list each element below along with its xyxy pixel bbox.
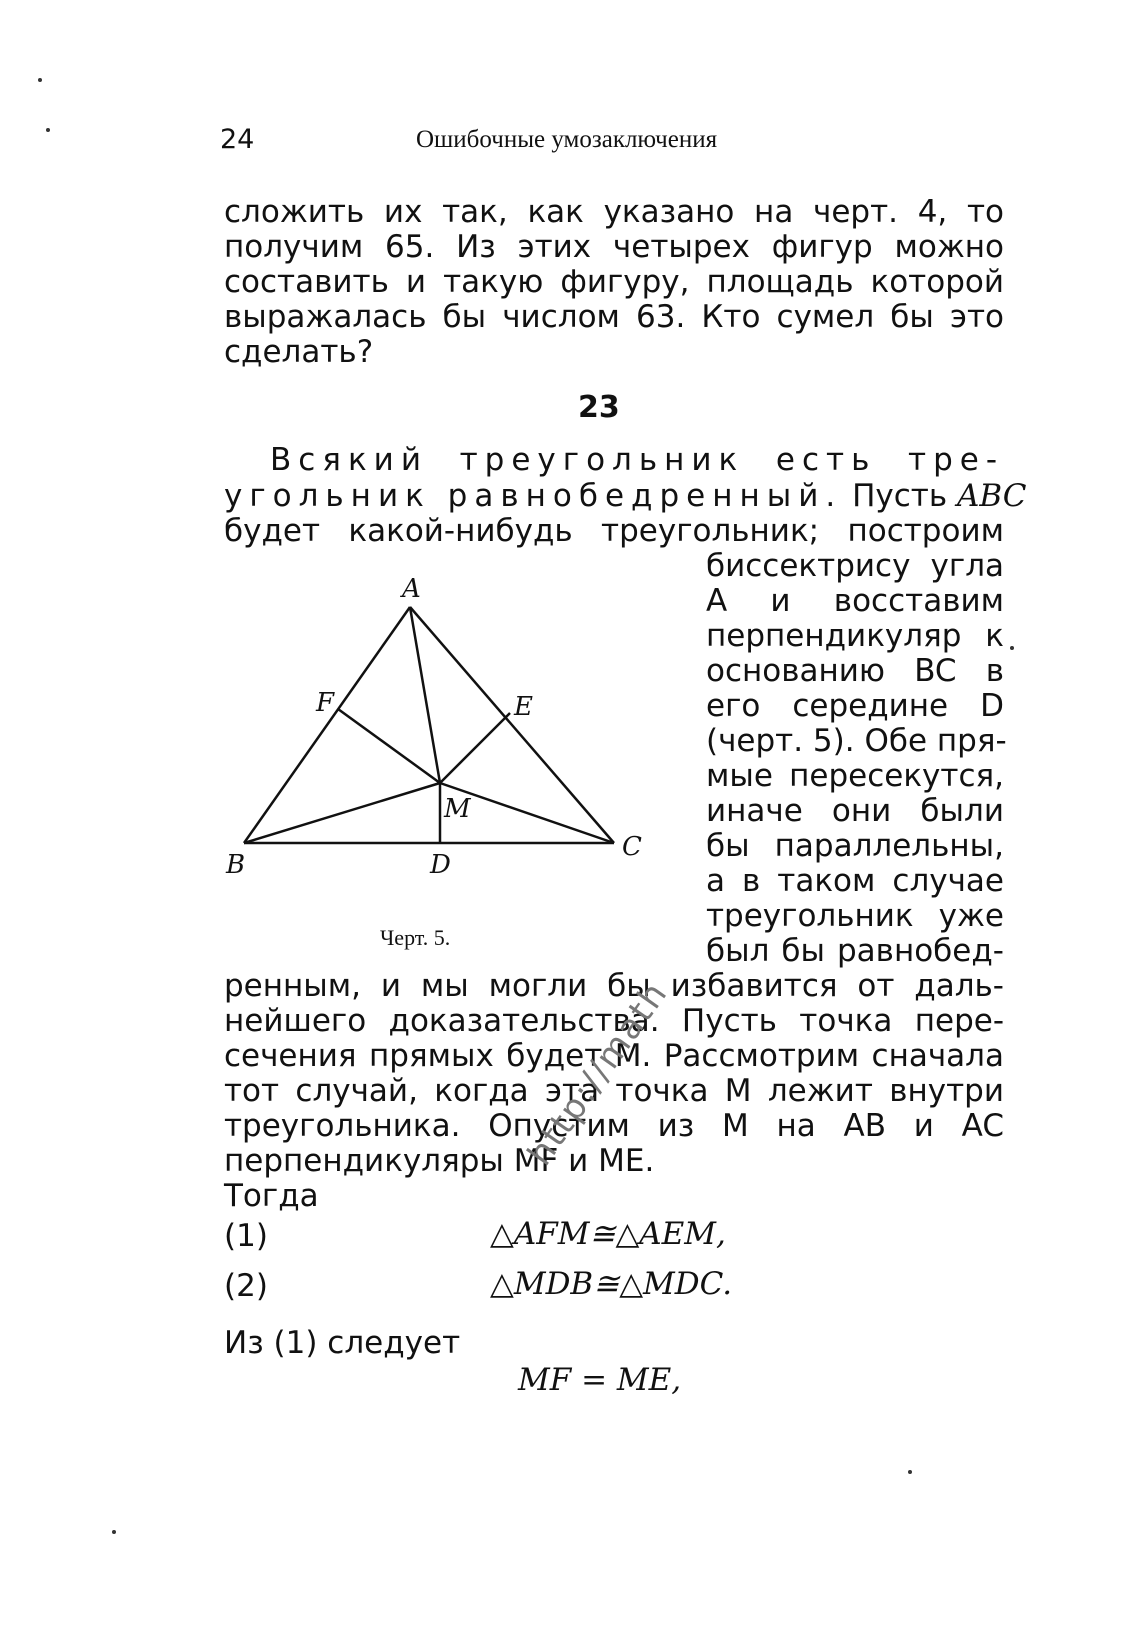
label-d: D: [430, 850, 451, 880]
intro-line: сложить их так, как указано на черт. 4, то: [224, 194, 1004, 230]
label-a: A: [402, 575, 421, 604]
intro-line: получим 65. Из этих четырех фигур можно: [224, 229, 1004, 265]
label-f: F: [316, 688, 335, 718]
body-line: ренным, и мы могли бы избавится от даль-: [224, 968, 1004, 1004]
problem-text: Пусть: [852, 478, 948, 514]
body-line: перпендикуляры MF и ME.: [224, 1143, 655, 1179]
equation: △MDB≅△MDC.: [490, 1266, 733, 1302]
follows-text: Из (1) следует: [224, 1325, 461, 1361]
side-line: иначе они были: [706, 793, 1004, 829]
side-line: бы параллельны,: [706, 828, 1004, 864]
equation-label: (1): [224, 1218, 268, 1254]
side-line: A и восставим: [706, 583, 1004, 619]
body-line: тот случай, когда эта точка M лежит внутри: [224, 1073, 1004, 1109]
equation-label: (2): [224, 1268, 268, 1304]
equation: △AFM≅△AEM,: [490, 1216, 726, 1252]
scan-speck: [38, 78, 42, 82]
body-line: сечения прямых будет M. Рассмотрим сначала: [224, 1038, 1004, 1074]
scan-speck: [46, 128, 50, 132]
perpendicular-mf: [338, 709, 440, 783]
bisector-am: [410, 607, 440, 783]
side-line: был бы равнобед-: [706, 933, 1004, 969]
side-line: а в таком случае: [706, 863, 1004, 899]
problem-number: 23: [578, 390, 620, 425]
scan-speck: [908, 1470, 912, 1474]
segment-mb: [244, 783, 440, 843]
side-line: биссектрису угла: [706, 548, 1004, 584]
intro-line: составить и такую фигуру, площадь которой: [224, 264, 1004, 300]
side-line: перпендикуляр к: [706, 618, 1004, 654]
problem-line: будет какой-нибудь треугольник; построим: [224, 513, 1004, 549]
figure-caption: Черт. 5.: [380, 925, 451, 950]
side-line: треугольник уже: [706, 898, 1004, 934]
label-b: B: [226, 850, 246, 880]
triangle-name: ABC: [957, 478, 1027, 514]
side-line: мые пересекутся,: [706, 758, 1004, 794]
label-e: E: [514, 692, 533, 722]
label-c: C: [622, 832, 642, 862]
side-line: основанию BC в: [706, 653, 1004, 689]
problem-line: [224, 478, 1027, 514]
running-title: Ошибочные умозаключения: [416, 126, 718, 153]
intro-line: сделать?: [224, 334, 374, 370]
side-ab: [244, 607, 410, 843]
result-equation: MF = ME,: [518, 1362, 682, 1398]
side-line: его середине D: [706, 688, 1004, 724]
then-word: Тогда: [224, 1178, 319, 1214]
perpendicular-me: [440, 713, 510, 783]
triangle-figure: [220, 575, 670, 895]
side-line: (черт. 5). Обе пря-: [706, 723, 1007, 759]
page-number: 24: [220, 124, 255, 155]
problem-claim: Всякий треугольник есть тре-: [270, 442, 1004, 478]
label-m: M: [444, 794, 471, 824]
scan-speck: [112, 1530, 116, 1534]
scan-speck: [1010, 646, 1014, 650]
watermark: http://math: [520, 973, 677, 1173]
intro-line: выражалась бы числом 63. Кто сумел бы это: [224, 299, 1004, 335]
problem-claim-continued: угольник равнобедренный.: [224, 478, 843, 514]
body-line: нейшего доказательства. Пусть точка пере-: [224, 1003, 1004, 1039]
body-line: треугольника. Опустим из M на AB и AC: [224, 1108, 1004, 1144]
